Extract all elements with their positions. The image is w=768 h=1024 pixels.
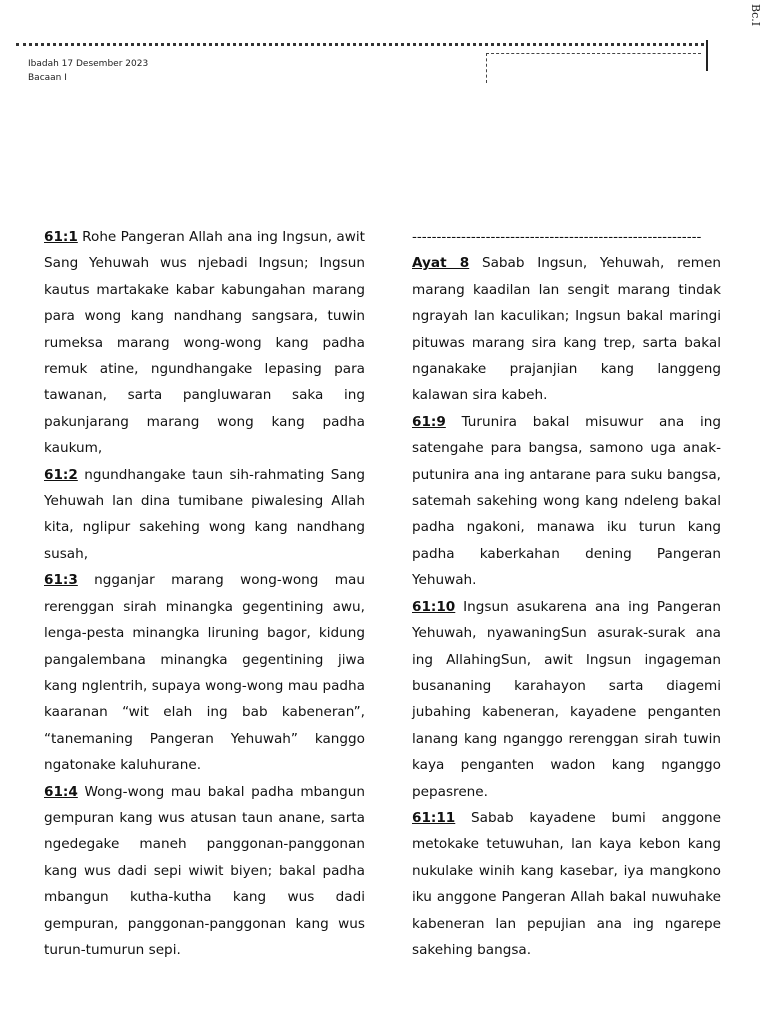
verse-paragraph [44,224,365,462]
verse-text: Sabab Ingsun, Yehuwah, remen marang kaadilan lan sengit marang tindak ngrayah lan kaculikan; Ingsun bakal maringi pituwas marang sira kang trep, sarta bakal nganakake prajanjian kang langgeng kalawan sira kabeh. [412,255,721,404]
verse-text: ngundhangake taun sih-rahmating Sang Yehuwah lan dina tumibane piwalesing Allah kita, nglipur sakehing wong kang nandhang susah, [44,466,365,562]
verse-text: Sabab kayadene bumi anggone metokake tetuwuhan, lan kaya kebon kang nukulake winih kang kasebar, iya mangkono iku anggone Pangeran Allah bakal nuwuhake kabeneran lan pepujian ana ing ngarepe sakehing bangsa. [412,809,721,958]
dotted-rule [16,43,704,46]
verse-ref: 61:9 [412,413,446,430]
separator-line: ----------------------------------------------------------- [412,229,702,245]
left-column [44,224,365,963]
verse-paragraph [412,409,721,594]
verse-paragraph [44,462,365,568]
verse-ref: 61:2 [44,466,78,483]
verse-ref: 61:3 [44,572,78,589]
verse-text: Rohe Pangeran Allah ana ing Ingsun, awit Sang Yehuwah wus njebadi Ingsun; Ingsun kautus martakake kabar kabungahan marang para wong kang nandhang sangsara, tuwin rumeksa marang wong-wong kang padha remuk atine, ngundhangake lepasing para tawanan, sarta pangluwaran saka ing pakunjarang marang wong kang padha kaukum, [44,229,365,457]
verse-text: Wong-wong mau bakal padha mbangun gempuran kang wus atusan taun anane, sarta ngedegake maneh panggonan-panggonan kang wus dadi sepi wiwit biyen; bakal padha mbangun kutha-kutha kang wus dadi gempuran, panggonan-panggonan kang wus turun-tumurun sepi. [44,783,365,958]
header-date: Ibadah 17 Desember 2023 [28,59,149,69]
vertical-bar [706,40,708,71]
verse-text: Turunira bakal misuwur ana ing satengahe para bangsa, samono uga anak-putunira ana ing antarane para suku bangsa, satemah sakehing wong kang ndeleng bakal padha ngakoni, manawa iku turun kang padha kaberkahan dening Pangeran Yehuwah. [412,413,721,589]
verse-ref: 61:10 [412,598,456,615]
verse-text: ngganjar marang wong-wong mau rerenggan sirah minangka gegentining awu, lenga-pesta minangka liruning bagor, kidung pangalembana minangka gegentining jiwa kang nglentrih, supaya wong-wong mau padha kaaranan “wit elah ing bab kabeneran”, “tanemaning Pangeran Yehuwah” kanggo ngatonake kaluhurane. [44,572,365,774]
verse-paragraph [44,779,365,964]
verse-paragraph [412,805,721,963]
header-reading: Bacaan I [28,73,67,83]
verse-ref: 61:1 [44,229,78,245]
verse-ref: Ayat 8 [412,255,470,272]
verse-paragraph [44,567,365,778]
verse-text: Ingsun asukarena ana ing Pangeran Yehuwah, nyawaningSun asurak-surak ana ing AllahingSun, awit Ingsun ingageman busananing karahayon sarta diagemi jubahing kabeneran, kayadene penganten lanang kang nganggo rerenggan sirah tuwin kaya penganten wadon kang nganggo pepasrene. [412,598,721,800]
corner-label: Bc.I [749,4,762,27]
dashed-box [486,53,701,83]
verse-paragraph [412,250,721,408]
right-column [412,224,721,963]
verse-paragraph [412,594,721,805]
page-header [28,57,148,85]
verse-ref: 61:11 [412,809,456,826]
verse-ref: 61:4 [44,783,78,800]
